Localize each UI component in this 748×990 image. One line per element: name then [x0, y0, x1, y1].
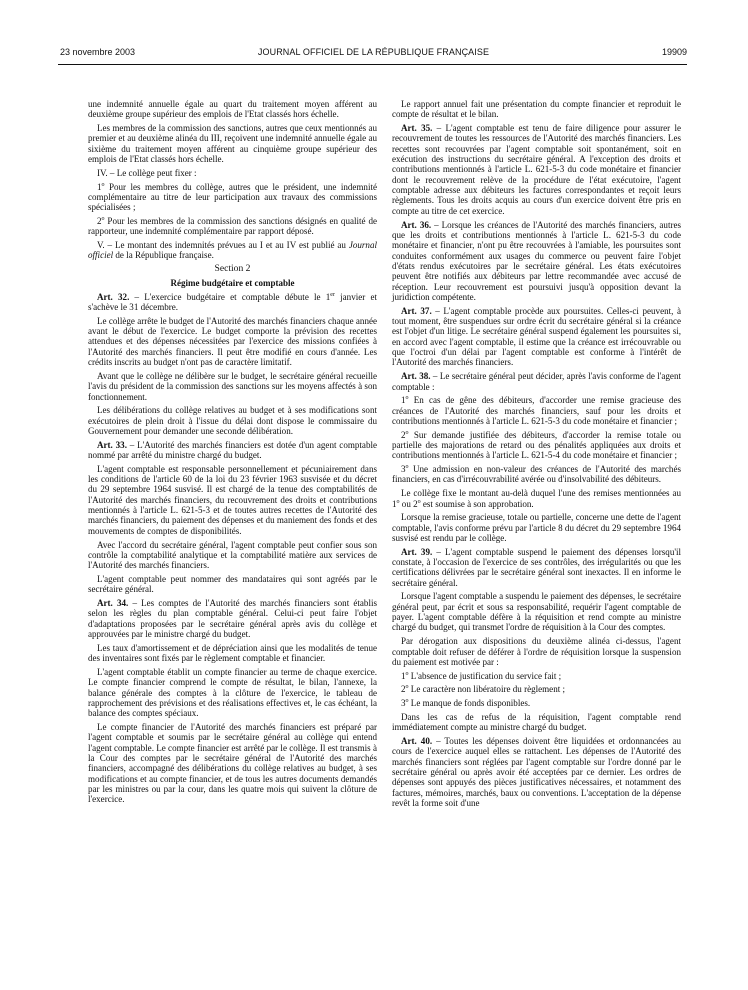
text-run: – L'agent comptable procède aux poursuites. Celles-ci peuvent, à tout moment, être suspendues sur ordre écrit du secrétaire général si la créance est l'objet d'un litige. Le secrétaire général suspend également les poursuites si, en accord avec l'agent comptable, il estime que la créance est irrécouvrable ou que l'octroi d'un délai par l'agent comptable est conforme à l'intérêt de l'Autorité des marchés financiers.	[392, 305, 681, 368]
paragraph: Les membres de la commission des sanctions, autres que ceux mentionnés au premier et au deuxième alinéa du III, reçoivent une indemnité annuelle égale au sixième du traitement moyen afférent au cinquième groupe supérieur des emplois de l'Etat classés hors échelle.	[88, 123, 377, 165]
text-run: – Les comptes de l'Autorité des marchés financiers sont établis selon les règles du plan comptable général. Celui-ci peut faire l'objet d'adaptations proposées par le secrétaire général après avis du collège et approuvées par le ministre chargé du budget.	[88, 598, 377, 640]
ordinal-mark: o	[101, 181, 105, 188]
ordinal-mark: o	[417, 498, 421, 505]
article-34	[88, 598, 377, 639]
list-item	[88, 182, 377, 213]
list-item	[392, 698, 681, 708]
paragraph: Avant que le collège ne délibère sur le budget, le secrétaire général recueille l'avis du président de la commission des sanctions sur les moyens affectés à son fonctionnement.	[88, 370, 377, 402]
article-38	[392, 371, 681, 392]
article-label: Art. 34.	[97, 598, 129, 609]
text-run: – L'exercice budgétaire et comptable débute le 1	[129, 291, 331, 302]
section-subtitle: Régime budgétaire et comptable	[170, 277, 295, 288]
list-text: Sur demande justifiée des débiteurs, d'accorder la remise totale ou partielle des majorations de retard ou des pénalités appliquées aux droits et contributions mentionnés à l'article L. 621-5-4 du code monétaire et financier ;	[392, 429, 681, 461]
list-number: 1	[401, 395, 406, 406]
ordinal-mark: o	[405, 464, 409, 471]
list-text: Le manque de fonds disponibles.	[408, 698, 531, 709]
article-37	[392, 306, 681, 368]
article-32	[88, 292, 377, 313]
list-text: L'absence de justification du service fait ;	[408, 670, 562, 681]
list-text: Une admission en non-valeur des créances de l'Autorité des marchés financiers, en cas d'irrécouvrabilité avérée ou d'insolvabilité des débiteurs.	[392, 464, 681, 485]
paragraph: une indemnité annuelle égale au quart du traitement moyen afférent au deuxième groupe supérieur des emplois de l'Etat classés hors échelle.	[88, 99, 377, 120]
list-text: En cas de gêne des débiteurs, d'accorder une remise gracieuse des créances de l'Autorité des marchés financiers, sauf pour les droits et contributions mentionnés à l'article L. 621-5-3 du code monétaire et financier ;	[392, 395, 681, 426]
paragraph: L'agent comptable est responsable personnellement et pécuniairement dans les conditions de l'article 60 de la loi du 23 février 1963 susvisée et du décret du 29 septembre 1964 susvisé. Il est chargé de la tenue des comptabilités de l'Autorité des marchés financiers, du recouvrement des droits et contributions mentionnés à l'article L. 621-5-3 et de toutes autres recettes de l'Autorité des marchés financiers, du paiement des dépenses et du maniement des fonds et des mouvements de comptes de disponibilités.	[88, 463, 377, 536]
text-run: – Toutes les dépenses doivent être liquidées et ordonnancées au cours de l'exercice auquel elles se rattachent. Les dépenses de l'Autorité des marchés financiers sont réglées par l'agent comptable sur l'ordre donné par le secrétaire général ou après avoir été acceptées par ce dernier. Les ordres de dépenses sont appuyés des pièces justificatives nécessaires, et notamment des factures, mémoires, marchés, baux ou conventions. L'acceptation de la dépense revêt la forme soit d'une	[392, 735, 681, 808]
list-number: 3	[401, 464, 406, 475]
list-item	[392, 684, 681, 694]
paragraph: Les taux d'amortissement et de dépréciation ainsi que les modalités de tenue des inventaires sont fixés par le règlement comptable et financier.	[88, 642, 377, 664]
text-run: Le collège fixe le montant au-delà duquel l'une des remises mentionnées au 1	[392, 488, 681, 509]
paragraph: Lorsque la remise gracieuse, totale ou partielle, concerne une dette de l'agent comptable, l'avis conforme prévu par l'article 8 du décret du 29 septembre 1964 susvisé est rendu par le collège.	[392, 512, 681, 543]
text-run: V. – Le montant des indemnités prévues au I et au IV est publié au	[97, 240, 349, 251]
article-35	[392, 123, 681, 216]
text-run: – L'agent comptable suspend le paiement des dépenses lorsqu'il constate, à l'occasion de l'exercice de ses contrôles, des irrégularités ou que les certifications délivrées par le secrétaire général sont inexactes. Il en informe le secrétaire général.	[392, 546, 681, 588]
right-column	[392, 99, 681, 812]
list-item	[392, 430, 681, 461]
paragraph	[392, 488, 681, 509]
paragraph: Le collège arrête le budget de l'Autorité des marchés financiers chaque année avant le début de l'exercice. Le budget comporte la prévision des recettes attendues et des dépenses nécessitées par l'exercice des missions confiées à l'Autorité des marchés financiers. Il peut être modifié en cours d'année. Les crédits inscrits au budget n'ont pas de caractère limitatif.	[88, 315, 377, 368]
paragraph: L'agent comptable établit un compte financier au terme de chaque exercice. Le compte financier comprend le compte de résultat, le bilan, l'annexe, la balance générale des comptes à la clôture de l'exercice, le tableau de rapprochement des prévisions et des réalisations effectives et, le cas échéant, la balance des comptes spéciaux.	[88, 666, 377, 719]
text-run: de la République française.	[113, 250, 214, 261]
article-36	[392, 220, 681, 303]
article-label: Art. 36.	[401, 219, 432, 230]
ordinal-mark: o	[405, 670, 409, 677]
list-number: 2	[401, 684, 406, 695]
paragraph: IV. – Le collège peut fixer :	[97, 167, 197, 178]
ordinal-mark: o	[396, 498, 400, 505]
ordinal-mark: o	[101, 215, 105, 222]
paragraph: Le rapport annuel fait une présentation du compte financier et reproduit le compte de résultat et le bilan.	[392, 99, 681, 120]
list-item	[88, 216, 377, 237]
ordinal-mark: o	[405, 698, 409, 705]
paragraph: Avec l'accord du secrétaire général, l'agent comptable peut confier sous son contrôle la comptabilité analytique et la comptabilité matière aux services de l'Autorité des marchés financiers.	[88, 539, 377, 571]
section-title: Section 2	[214, 263, 251, 275]
header-page-number: 19909	[661, 47, 687, 57]
list-text: Le caractère non libératoire du règlement ;	[408, 684, 566, 695]
list-number: 2	[401, 429, 406, 440]
paragraph: Dans les cas de refus de la réquisition, l'agent comptable rend immédiatement compte au ministre chargé du budget.	[392, 711, 681, 733]
paragraph: Le compte financier de l'Autorité des marchés financiers est préparé par l'agent comptable et soumis par le secrétaire général au collège qui entend l'agent comptable. Le compte financier est arrêté par le collège. Il est transmis à la Cour des comptes par le secrétaire général de l'Autorité des marchés financiers, accompagné des délibérations du collège relatives au budget, à ses modifications et au compte financier, et de tous les autres documents demandés par les ministres ou par la cour, dans les quatre mois qui suivent la clôture de l'exercice.	[88, 721, 377, 805]
article-label: Art. 37.	[401, 305, 432, 316]
ordinal-mark: er	[330, 291, 335, 298]
page-header	[60, 47, 687, 61]
ordinal-mark: o	[405, 684, 409, 691]
paragraph: Lorsque l'agent comptable a suspendu le paiement des dépenses, le secrétaire général peut, par écrit et sous sa responsabilité, requérir l'agent comptable de payer. L'agent comptable défère à la réquisition et rend compte au ministre chargé du budget, qui transmet l'ordre de réquisition à la Cour des comptes.	[392, 591, 681, 633]
article-label: Art. 32.	[97, 291, 130, 302]
text-run: – L'Autorité des marchés financiers est dotée d'un agent comptable nommé par arrêté du ministre chargé du budget.	[88, 439, 377, 460]
paragraph: Les délibérations du collège relatives au budget et à ses modifications sont exécutoires de plein droit à l'issue du délai dont dispose le commissaire du Gouvernement pour demander une seconde délibération.	[88, 405, 377, 436]
left-column	[88, 99, 377, 808]
header-rule	[58, 64, 687, 65]
article-39	[392, 547, 681, 588]
article-label: Art. 33.	[97, 439, 127, 450]
article-40	[392, 736, 681, 808]
article-label: Art. 38.	[401, 371, 431, 382]
text-run: – L'agent comptable est tenu de faire diligence pour assurer le recouvrement de toutes les ressources de l'Autorité des marchés financiers. Les recettes sont recouvrées par l'agent comptable soit spontanément, soit en exécution des instructions du secrétaire général. A l'exception des droits et contributions mentionnés à l'article L. 621-5-3 du code monétaire et financier dont le recouvrement relève de la procédure de l'état exécutoire, l'agent comptable adresse aux débiteurs les factures correspondantes et reçoit leurs règlements. Tous les droits acquis au cours d'un exercice doivent être pris en compte au titre de cet exercice.	[392, 123, 681, 216]
header-date: 23 novembre 2003	[60, 47, 136, 57]
text-run: – Lorsque les créances de l'Autorité des marchés financiers, autres que les droits et contributions mentionnés à l'article L. 621-5-3 du code monétaire et financier, n'ont pu être recouvrées à l'amiable, les poursuites sont conduites conformément aux usages du commerce ou peuvent faire l'objet d'états rendus exécutoires par le secrétaire général. Les états exécutoires peuvent être notifiés aux débiteurs par lettre recommandée avec accusé de réception. Leur recouvrement est poursuivi jusqu'à opposition devant la juridiction compétente.	[392, 219, 682, 302]
paragraph	[88, 240, 377, 261]
journal-reference: Journal officiel	[88, 240, 377, 261]
list-number: 3	[401, 698, 406, 709]
paragraph: Par dérogation aux dispositions du deuxième alinéa ci-dessus, l'agent comptable doit refuser de déférer à l'ordre de réquisition lorsque la suspension du paiement est motivée par :	[392, 636, 681, 667]
list-number: 1	[97, 181, 102, 192]
list-text: Pour les membres de la commission des sanctions désignés en qualité de rapporteur, une indemnité complémentaire par rapport déposé.	[88, 216, 377, 237]
ordinal-mark: o	[405, 395, 409, 402]
list-item	[392, 395, 681, 426]
ordinal-mark: o	[405, 429, 409, 436]
article-label: Art. 39.	[401, 546, 433, 557]
list-item	[392, 464, 681, 485]
article-label: Art. 35.	[401, 123, 433, 134]
text-run: est soumise à son approbation.	[420, 498, 534, 509]
header-journal-title: JOURNAL OFFICIEL DE LA RÉPUBLIQUE FRANÇAISE	[257, 47, 490, 57]
list-text: Pour les membres du collège, autres que le président, une indemnité complémentaire au titre de leur participation aux travaux des commissions spécialisées ;	[88, 181, 377, 213]
article-33	[88, 440, 377, 461]
text-run: janvier et s'achève le 31 décembre.	[88, 291, 377, 312]
list-number: 2	[97, 216, 102, 226]
article-label: Art. 40.	[401, 735, 433, 746]
text-run: ou 2	[399, 498, 418, 509]
paragraph: L'agent comptable peut nommer des mandataires qui sont agréés par le secrétaire général.	[88, 573, 377, 595]
list-item	[392, 671, 681, 681]
text-run: – Le secrétaire général peut décider, après l'avis conforme de l'agent comptable :	[392, 371, 681, 392]
list-number: 1	[401, 670, 406, 681]
